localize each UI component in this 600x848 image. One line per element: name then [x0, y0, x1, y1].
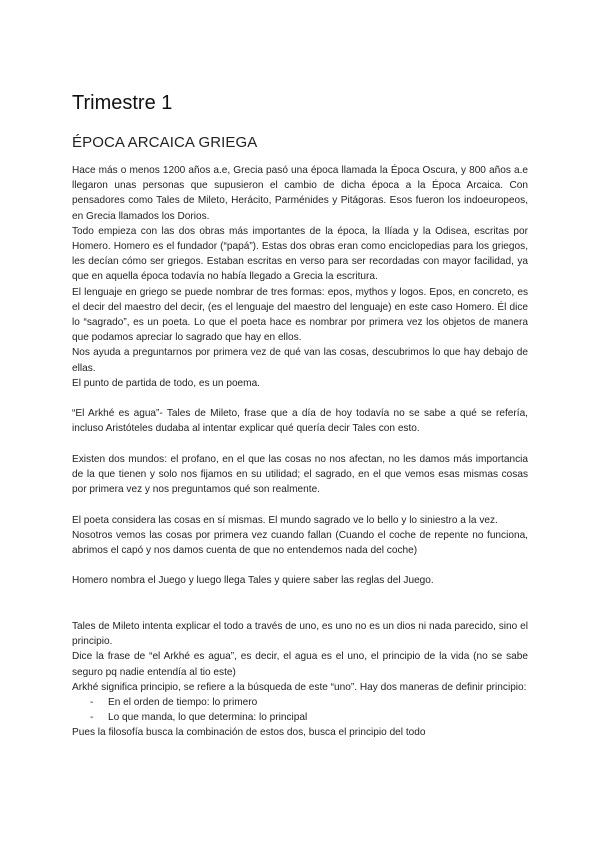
paragraph: Nos ayuda a preguntarnos por primera vez de qué van las cosas, descubrimos lo que hay debajo de ellas.: [72, 347, 528, 374]
paragraph: Tales de Mileto intenta explicar el todo a través de uno, es uno no es un dios ni nada parecido, sino el principio.: [72, 621, 528, 648]
principle-list: [72, 695, 528, 725]
paragraph: Arkhé significa principio, se refiere a la búsqueda de este “uno”. Hay dos maneras de definir principio:: [72, 681, 527, 693]
paragraph: Homero nombra el Juego y luego llega Tales y quiere saber las reglas del Juego.: [72, 575, 434, 587]
document-body: [72, 163, 528, 741]
paragraph: Nosotros vemos las cosas por primera vez cuando fallan (Cuando el coche de repente no funciona, abrimos el capó y nos damos cuenta de que no entendemos nada del coche): [72, 529, 528, 557]
list-item: - Lo que manda, lo que determina: lo principal: [72, 710, 528, 725]
section-heading: ÉPOCA ARCAICA GRIEGA: [72, 134, 258, 151]
paragraph: Hace más o menos 1200 años a.e, Grecia pasó una época llamada la Época Oscura, y 800 años a.e llegaron unas personas que supusieron el cambio de dicha época a la Época Arcaica. Con pensadores como Tales de Mileto, Herácito, Parménides y Pitágoras. Esos fueron los indoeuropeos, en Grecia llamados los Dorios.: [72, 165, 528, 222]
paragraph: Todo empieza con las dos obras más importantes de la época, la Ilíada y la Odisea, escritas por Homero. Homero es el fundador (“papá”). Estas dos obras eran como enciclopedias para los griegos, les decían cómo ser griegos. Estaban escritas en verso para ser recordadas con mayor facilidad, ya que en aquella época todavía no había llegado a Grecia la escritura.: [72, 225, 528, 283]
page-title: Trimestre 1: [72, 92, 173, 114]
paragraph: El punto de partida de todo, es un poema.: [72, 377, 260, 389]
paragraph: “El Arkhé es agua”- Tales de Mileto, frase que a día de hoy todavía no se sabe a qué se refería, incluso Aristóteles dudaba al intentar explicar qué quería decir Tales con esto.: [72, 408, 528, 435]
paragraph: Existen dos mundos: el profano, en el que las cosas no nos afectan, no les damos más importancia de la que tienen y solo nos fijamos en su utilidad; el sagrado, en el que vemos esas mismas cosas por primera vez y nos preguntamos qué son realmente.: [72, 453, 528, 496]
closing-paragraph: Pues la filosofía busca la combinación de estos dos, busca el principio del todo: [72, 727, 426, 739]
paragraph: Dice la frase de “el Arkhé es agua”, es decir, el agua es el uno, el principio de la vida (no se sabe seguro pq nadie entendía al tio este): [72, 651, 528, 678]
paragraph: El poeta considera las cosas en sí mismas. El mundo sagrado ve lo bello y lo siniestro a la vez.: [72, 514, 498, 526]
paragraph: El lenguaje en griego se puede nombrar de tres formas: epos, mythos y logos. Epos, en concreto, es el decir del maestro del decir, (es el lenguaje del maestro del lenguaje) en este caso Homero. Él dice lo “sagrado”, es un poeta. Lo que el poeta hace es nombrar por primera vez los objetos de manera que podamos apreciar lo sagrado que hay en ellos.: [72, 286, 528, 344]
list-item: - En el orden de tiempo: lo primero: [72, 695, 528, 710]
